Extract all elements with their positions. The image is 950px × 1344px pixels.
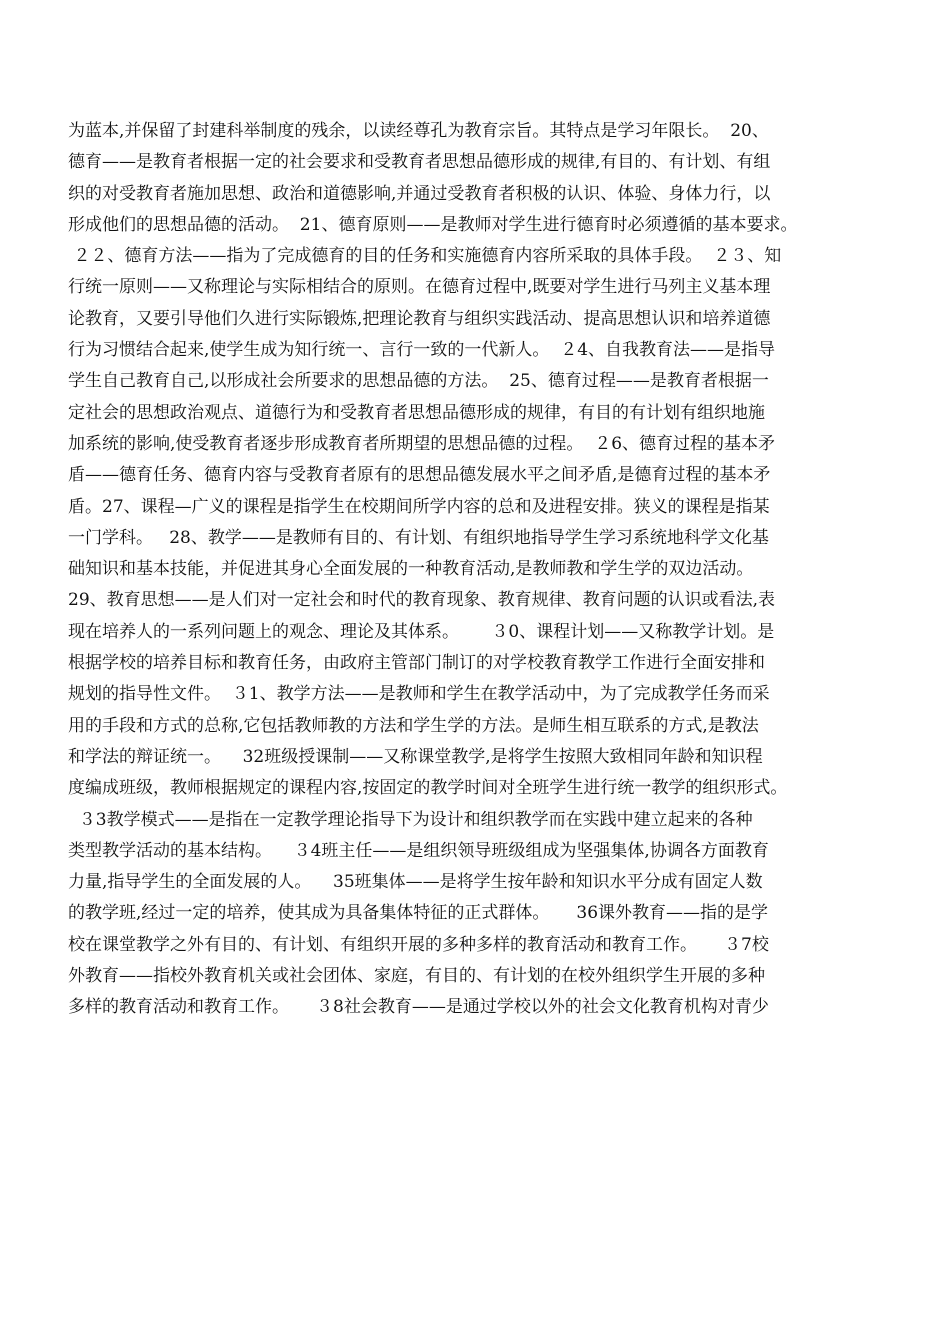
text-line: 织的对受教育者施加思想、政治和道德影响,并通过受教育者积极的认识、体验、身体力行，以 [68,183,771,204]
text-line: 29、教育思想——是人们对一定社会和时代的教育现象、教育规律、教育问题的认识或看法,表 [68,590,776,611]
text-line: ３3教学模式——是指在一定教学理论指导下为设计和组织教学而在实践中建立起来的各种 [68,809,753,830]
text-line: 规划的指导性文件。 ３1、教学方法——是教师和学生在教学活动中，为了完成教学任务而采 [68,684,770,705]
text-line: 为蓝本,并保留了封建科举制度的残余，以读经尊孔为教育宗旨。其特点是学习年限长。 20、 [68,121,769,141]
text-line: 础知识和基本技能，并促进其身心全面发展的一种教育活动,是教师教和学生学的双边活动。 [68,559,754,580]
text-line: 德育——是教育者根据一定的社会要求和受教育者思想品德形成的规律,有目的、有计划、有组 [68,152,771,173]
text-line: 的教学班,经过一定的培养，使其成为具备集体特征的正式群体。 36课外教育——指的是学 [68,903,769,924]
text-line: 力量,指导学生的全面发展的人。 35班集体——是将学生按年龄和知识水平分成有固定人数 [68,872,763,893]
text-line: 和学法的辩证统一。 32班级授课制——又称课堂教学,是将学生按照大致相同年龄和知识程 [68,746,763,767]
text-line: 盾。27、课程—广义的课程是指学生在校期间所学内容的总和及进程安排。狭义的课程是指某 [68,496,770,517]
text-line: 加系统的影响,使受教育者逐步形成教育者所期望的思想品德的过程。 ２6、德育过程的基本矛 [68,433,776,454]
text-line: 盾——德育任务、德育内容与受教育者原有的思想品德发展水平之间矛盾,是德育过程的基本矛 [68,465,771,486]
body-text [68,116,868,1024]
text-line: 用的手段和方式的总称,它包括教师教的方法和学生学的方法。是师生相互联系的方式,是教法 [68,715,759,736]
text-line: 多样的教育活动和教育工作。 ３8社会教育——是通过学校以外的社会文化教育机构对青少 [68,997,769,1018]
text-line: 根据学校的培养目标和教育任务，由政府主管部门制订的对学校教育教学工作进行全面安排和 [68,653,765,674]
text-line: 类型教学活动的基本结构。 ３4班主任——是组织领导班级组成为坚强集体,协调各方面教育 [68,840,769,861]
text-line: 形成他们的思想品德的活动。 21、德育原则——是教师对学生进行德育时必须遵循的基本要求。 [68,214,798,235]
text-line: 一门学科。 28、教学——是教师有目的、有计划、有组织地指导学生学习系统地科学文化基 [68,527,769,548]
text-line: 校在课堂教学之外有目的、有计划、有组织开展的多种多样的教育活动和教育工作。 ３7校 [68,934,769,955]
text-line: 行统一原则——又称理论与实际相结合的原则。在德育过程中,既要对学生进行马列主义基本理 [68,277,771,298]
text-line: 论教育，又要引导他们久进行实际锻炼,把理论教育与组织实践活动、提高思想认识和培养道德 [68,308,771,329]
text-line: 行为习惯结合起来,使学生成为知行统一、言行一致的一代新人。 ２4、自我教育法——是指导 [68,340,776,361]
text-line: 现在培养人的一系列问题上的观念、理论及其体系。 ３0、课程计划——又称教学计划。是 [68,621,775,642]
text-line: 度编成班级，教师根据规定的课程内容,按固定的教学时间对全班学生进行统一教学的组织形式。 [68,778,788,799]
text-line: ２２、德育方法——指为了完成德育的目的任务和实施德育内容所采取的具体手段。 ２３、知 [68,246,782,267]
text-line: 定社会的思想政治观点、道德行为和受教育者思想品德形成的规律，有目的有计划有组织地施 [68,402,765,423]
text-line: 外教育——指校外教育机关或社会团体、家庭，有目的、有计划的在校外组织学生开展的多种 [68,966,765,987]
text-line: 学生自己教育自己,以形成社会所要求的思想品德的方法。 25、德育过程——是教育者根据一 [68,371,769,392]
